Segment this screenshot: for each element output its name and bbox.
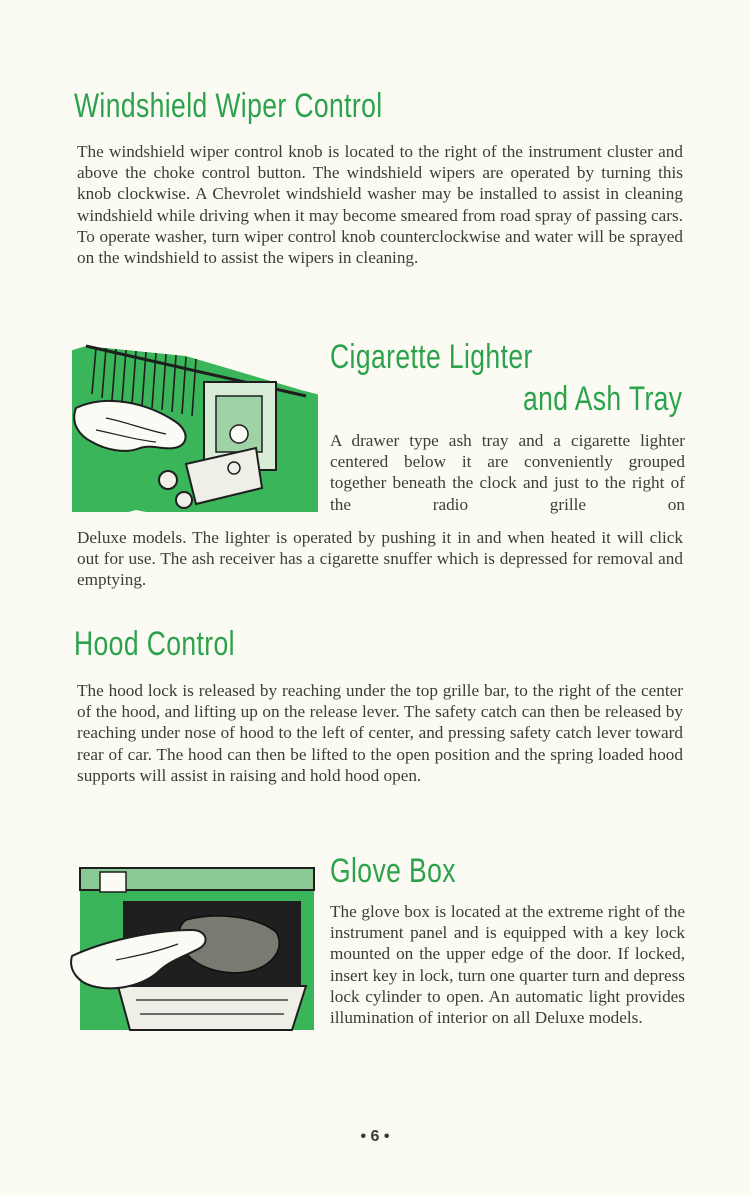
hood-paragraph: The hood lock is released by reaching under the top grille bar, to the right of the center of the hood, and lifting up on the release lever. The safety catch can then be released by reaching under nose of hood to the left of center, and pressing safety catch lever toward rear of car. The hood can then be lifted to the open position and the spring loaded hood supports will assist in raising and hold hood open.	[77, 681, 683, 785]
lighter-paragraph-below: Deluxe models. The lighter is operated by pushing it in and when heated it will click out for use. The ash receiver has a cigarette snuffer which is depressed for removal and emptying.	[77, 528, 683, 590]
wiper-heading: Windshield Wiper Control	[74, 87, 383, 125]
lighter-heading-line2: and Ash Tray	[522, 380, 682, 418]
glovebox-heading: Glove Box	[330, 852, 456, 890]
glovebox-paragraph: The glove box is located at the extreme right of the instrument panel and is equipped with a key lock mounted on the upper edge of the door. If locked, insert key in lock, turn one quarter turn and depress lock cylinder to open. An automatic light provides illumination of interior on all Deluxe models.	[330, 902, 685, 1028]
wiper-paragraph: The windshield wiper control knob is located to the right of the instrument cluster and above the choke control button. The windshield wipers are operated by turning this knob clockwise. A Chevrolet windshield washer may be installed to assist in cleaning windshield while driving when it may become smeared from road spray of passing cars. To operate washer, turn wiper control knob counterclockwise and water will be sprayed on the windshield to assist the wipers in cleaning.	[77, 142, 683, 268]
cigarette-lighter-illustration	[66, 338, 324, 518]
lighter-heading-line1: Cigarette Lighter	[330, 338, 533, 376]
glove-box-illustration	[66, 860, 320, 1038]
lighter-paragraph-beside: A drawer type ash tray and a cigarette lighter centered below it are conveniently grouped together beneath the clock and just to the right of the radio grille on	[330, 431, 685, 514]
hood-heading: Hood Control	[74, 625, 235, 663]
page-number: • 6 •	[360, 1128, 390, 1145]
